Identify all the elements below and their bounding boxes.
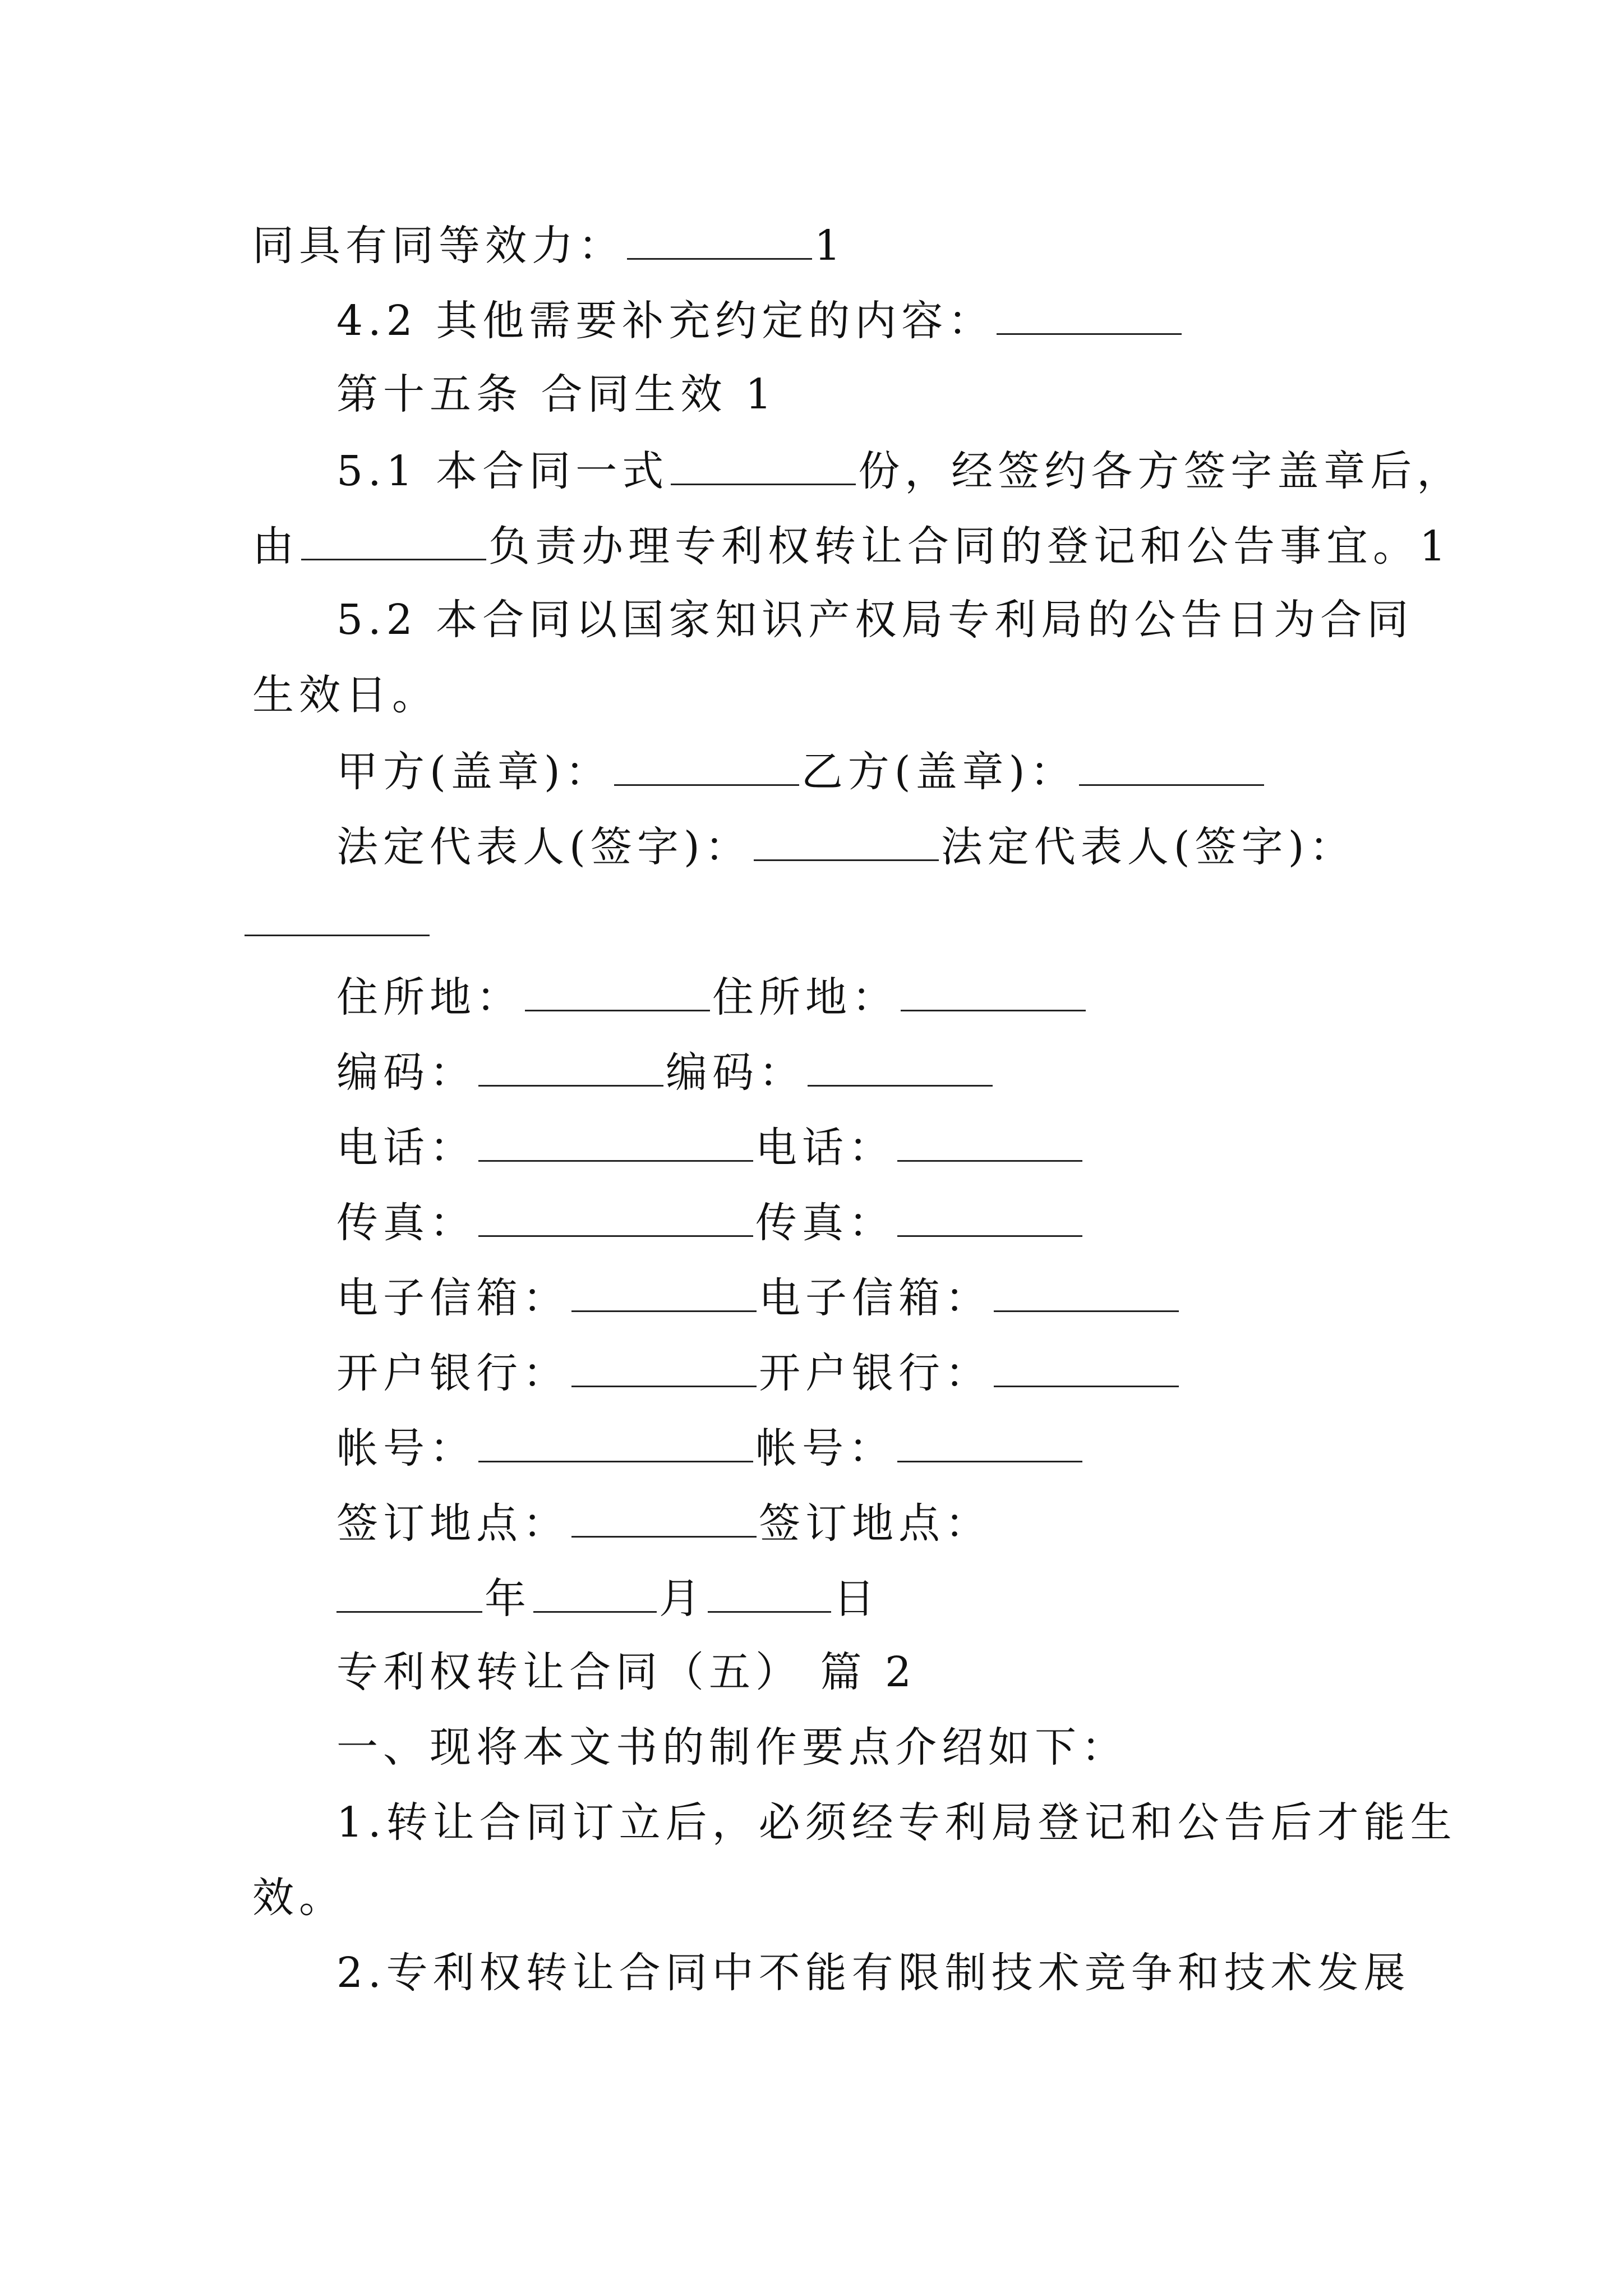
fill-blank [571, 1501, 757, 1538]
text-segment: 签订地点： [759, 1499, 992, 1548]
text-segment: 编码： [666, 1048, 805, 1097]
clause-5-1 [336, 447, 1464, 495]
fill-blank [245, 900, 430, 936]
point-2-line [336, 1949, 1410, 1997]
text-segment: 份，经签约各方签字盖章后， [858, 447, 1464, 495]
text-segment: 开户银行： [759, 1349, 992, 1397]
text-segment: 法定代表人(签字)： [940, 823, 1356, 871]
text-segment: 电子信箱： [759, 1274, 992, 1322]
text-segment: 2.专利权转让合同中不能有限制技术竞争和技术发展 [336, 1949, 1410, 1997]
fill-blank [533, 1576, 657, 1613]
text-segment: 住所地： [712, 973, 898, 1022]
text-line-effect [252, 222, 846, 270]
text-segment: 电子信箱： [336, 1274, 569, 1322]
text-segment: 一、现将本文书的制作要点介绍如下： [336, 1723, 1128, 1772]
text-segment: 生效日。 [252, 671, 439, 719]
text-segment: 4.2 其他需要补充约定的内容： [336, 297, 995, 345]
fill-blank [754, 825, 939, 861]
text-segment: 甲方(盖章)： [336, 748, 612, 796]
email-line [336, 1274, 1181, 1322]
fill-blank [478, 1426, 753, 1462]
clause-5-2-continued [252, 671, 439, 719]
fill-blank [671, 449, 856, 485]
text-segment: 1 [814, 222, 846, 270]
text-segment: 电话： [336, 1124, 476, 1172]
text-segment: 由 [252, 522, 299, 570]
text-segment: 住所地： [336, 973, 523, 1022]
fill-blank [997, 298, 1182, 335]
phone-line [336, 1124, 1085, 1172]
text-segment: 乙方(盖章)： [801, 748, 1077, 796]
fill-blank [571, 1351, 757, 1387]
account-line [336, 1424, 1085, 1473]
text-segment: 传真： [336, 1199, 476, 1247]
fill-blank [627, 223, 812, 260]
text-segment: 传真： [755, 1199, 895, 1247]
clause-5-2 [336, 596, 1414, 644]
text-segment: 年 [485, 1575, 531, 1623]
text-segment: 同具有同等效力： [252, 222, 625, 270]
text-segment: 电话： [755, 1124, 895, 1172]
fill-blank [808, 1050, 993, 1087]
text-segment: 月 [659, 1575, 706, 1623]
postcode-line [336, 1048, 995, 1097]
section-title-part-2 [336, 1648, 917, 1696]
fill-blank [994, 1351, 1179, 1387]
text-segment: 签订地点： [336, 1499, 569, 1548]
fill-blank [525, 975, 710, 1011]
fill-blank [478, 1125, 753, 1162]
text-segment: 第十五条 合同生效 1 [336, 370, 777, 418]
signing-place-line [336, 1499, 992, 1548]
clause-5-1-continued [252, 522, 1451, 570]
text-segment: 负责办理专利权转让合同的登记和公告事宜。1 [488, 522, 1451, 570]
text-segment: 日 [833, 1575, 880, 1623]
fill-blank [901, 975, 1086, 1011]
point-1-continued [252, 1874, 345, 1922]
text-segment: 5.2 本合同以国家知识产权局专利局的公告日为合同 [336, 596, 1414, 644]
fill-blank [897, 1125, 1082, 1162]
intro-line [336, 1723, 1128, 1772]
fill-blank [897, 1426, 1082, 1462]
text-segment: 专利权转让合同（五） 篇 2 [336, 1648, 917, 1696]
fill-blank [708, 1576, 831, 1613]
fill-blank [1079, 749, 1264, 786]
fill-blank [614, 749, 799, 786]
text-segment: 帐号： [755, 1424, 895, 1473]
clause-4-2 [336, 297, 1184, 345]
fax-line [336, 1199, 1085, 1247]
legal-representative-line [336, 823, 1356, 871]
fill-blank [571, 1276, 757, 1312]
text-segment: 开户银行： [336, 1349, 569, 1397]
address-line [336, 973, 1088, 1022]
text-segment: 5.1 本合同一式 [336, 447, 669, 495]
text-segment: 编码： [336, 1048, 476, 1097]
party-seal-line [336, 748, 1266, 796]
text-segment: 帐号： [336, 1424, 476, 1473]
fill-blank [336, 1576, 482, 1613]
fill-blank [478, 1050, 663, 1087]
legal-representative-blank-line [252, 900, 432, 943]
point-1-line [336, 1798, 1457, 1847]
fill-blank [897, 1200, 1082, 1237]
date-line [336, 1575, 880, 1623]
text-segment: 1.转让合同订立后，必须经专利局登记和公告后才能生 [336, 1798, 1457, 1847]
fill-blank [994, 1276, 1179, 1312]
text-segment: 效。 [252, 1874, 345, 1922]
text-segment: 法定代表人(签字)： [336, 823, 751, 871]
fill-blank [478, 1200, 753, 1237]
article-15-heading [336, 370, 777, 418]
fill-blank [301, 524, 486, 560]
bank-line [336, 1349, 1181, 1397]
